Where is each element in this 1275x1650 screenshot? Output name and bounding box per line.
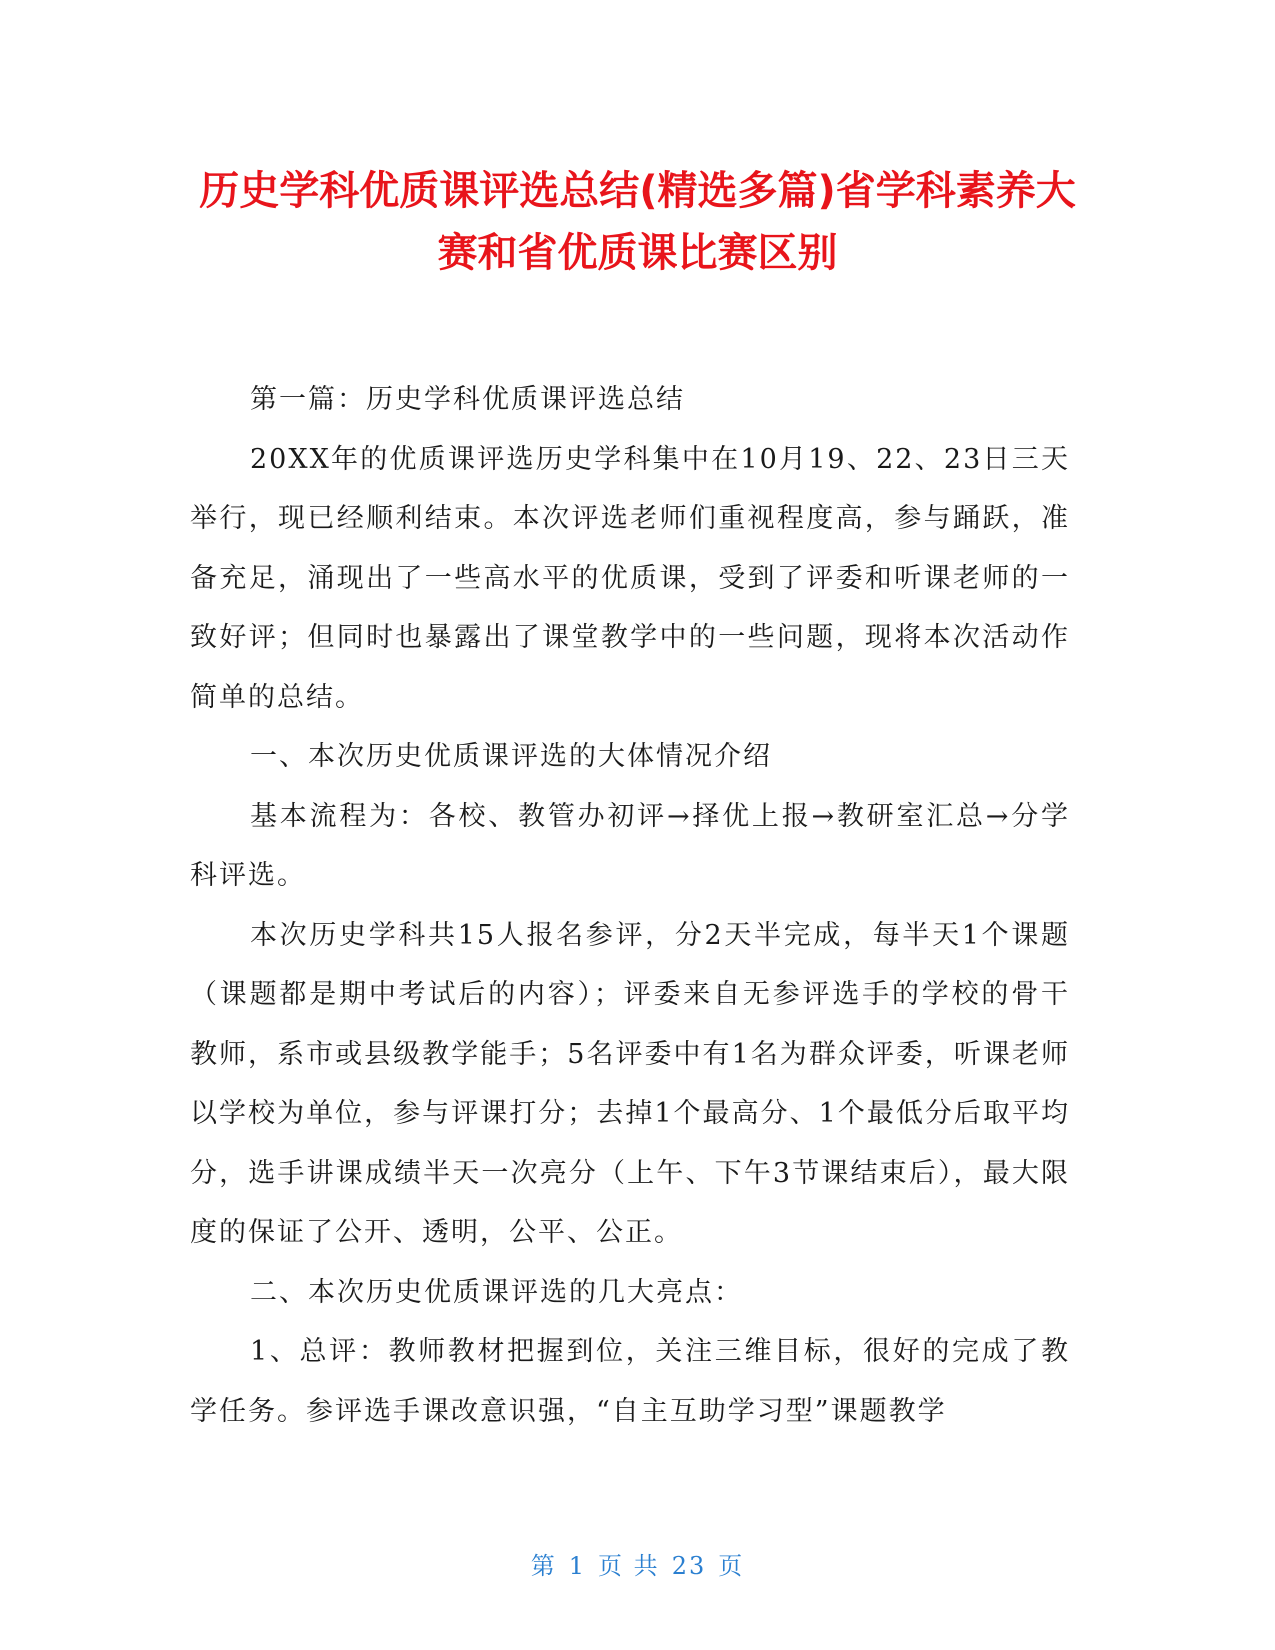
page-footer: [0, 1546, 1275, 1581]
paragraph: 本次历史学科共15人报名参评，分2天半完成，每半天1个课题（课题都是期中考试后的内容）；评委来自无参评选手的学校的骨干教师，系市或县级教学能手；5名评委中有1名为群众评委，听课老师以学校为单位，参与评课打分；去掉1个最高分、1个最低分后取平均分，选手讲课成绩半天一次亮分（上午、下午3节课结束后），最大限度的保证了公开、透明，公平、公正。: [190, 919, 1070, 1248]
footer-prefix: 第: [530, 1552, 557, 1580]
section-heading: 第一篇：历史学科优质课评选总结: [250, 384, 685, 415]
section-heading: 一、本次历史优质课评选的大体情况介绍: [250, 741, 772, 772]
document-body: [190, 370, 1070, 1441]
section-heading: 二、本次历史优质课评选的几大亮点：: [250, 1276, 743, 1308]
paragraph: 1、总评：教师教材把握到位，关注三维目标，很好的完成了教学任务。参评选手课改意识强，“自主互助学习型”课题教学: [190, 1336, 1070, 1427]
footer-middle: 页 共: [598, 1552, 660, 1580]
paragraph: 基本流程为：各校、教管办初评→择优上报→教研室汇总→分学科评选。: [190, 800, 1070, 891]
paragraph: 20XX年的优质课评选历史学科集中在10月19、22、23日三天举行，现已经顺利结束。本次评选老师们重视程度高，参与踊跃，准备充足，涌现出了一些高水平的优质课，受到了评委和听课老师的一致好评；但同时也暴露出了课堂教学中的一些问题，现将本次活动作简单的总结。: [190, 443, 1070, 713]
footer-total-pages: 23: [671, 1552, 707, 1580]
document-title: 历史学科优质课评选总结(精选多篇)省学科素养大赛和省优质课比赛区别: [199, 168, 1076, 276]
footer-suffix: 页: [718, 1552, 745, 1580]
footer-page-number: 1: [568, 1552, 587, 1580]
